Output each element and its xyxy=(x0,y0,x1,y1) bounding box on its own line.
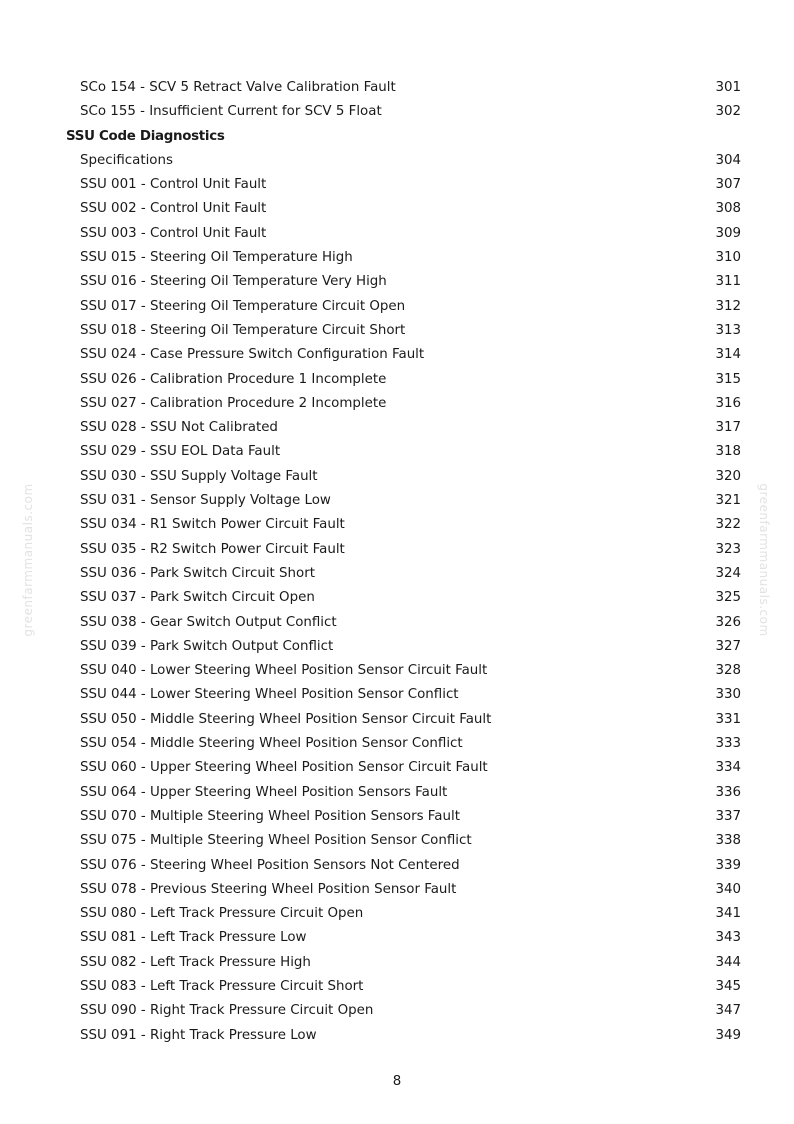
toc-entry-title: SSU 028 - SSU Not Calibrated xyxy=(80,420,278,436)
toc-entry-title: SSU 080 - Left Track Pressure Circuit Open xyxy=(80,906,364,922)
toc-entry-page: 323 xyxy=(715,541,741,557)
toc-entry-title: SSU 082 - Left Track Pressure High xyxy=(80,954,311,970)
toc-entry-page: 309 xyxy=(715,225,741,241)
toc-entry-page: 315 xyxy=(715,371,741,387)
page-number: 8 xyxy=(392,1074,402,1089)
toc-entry[interactable] xyxy=(0,562,794,586)
toc-entry-title: SSU 038 - Gear Switch Output Conflict xyxy=(80,614,337,630)
toc-entry-title: SSU 054 - Middle Steering Wheel Position Sensor Conflict xyxy=(80,736,463,752)
toc-entry-page: 312 xyxy=(715,298,741,314)
toc-entry-title: SSU 078 - Previous Steering Wheel Position Sensor Fault xyxy=(80,881,457,897)
toc-entry[interactable] xyxy=(0,635,794,659)
toc-entry-title: SSU 034 - R1 Switch Power Circuit Fault xyxy=(80,517,345,533)
toc-entry-title: SSU 070 - Multiple Steering Wheel Position Sensors Fault xyxy=(80,808,460,824)
toc-entry-page: 311 xyxy=(715,274,741,290)
toc-entry-page: 349 xyxy=(715,1027,741,1043)
toc-entry[interactable] xyxy=(0,465,794,489)
toc-entry-title: SSU 001 - Control Unit Fault xyxy=(80,177,267,193)
toc-entry-title: SSU 003 - Control Unit Fault xyxy=(80,225,267,241)
toc-entry-page: 338 xyxy=(715,833,741,849)
toc-entry-page: 341 xyxy=(715,906,741,922)
toc-entry-title: SSU 027 - Calibration Procedure 2 Incomplete xyxy=(80,395,387,411)
toc-entry-page: 307 xyxy=(715,177,741,193)
toc-entry-title: SSU 060 - Upper Steering Wheel Position Sensor Circuit Fault xyxy=(80,760,488,776)
table-of-contents xyxy=(0,76,794,1048)
toc-entry[interactable] xyxy=(0,100,794,124)
toc-entry-title: SSU 036 - Park Switch Circuit Short xyxy=(80,565,315,581)
toc-entry-title: SSU 024 - Case Pressure Switch Configuration Fault xyxy=(80,347,425,363)
toc-entry-page: 302 xyxy=(715,104,741,120)
toc-entry[interactable] xyxy=(0,781,794,805)
toc-entry-page: 314 xyxy=(715,347,741,363)
toc-entry-page: 325 xyxy=(715,590,741,606)
toc-entry-title: SSU 081 - Left Track Pressure Low xyxy=(80,930,307,946)
watermark-right: greenfarmmanuals.com xyxy=(757,483,771,637)
toc-entry[interactable] xyxy=(0,805,794,829)
toc-entry-title: SCo 154 - SCV 5 Retract Valve Calibration Fault xyxy=(80,80,396,95)
toc-entry-title: SSU 050 - Middle Steering Wheel Position Sensor Circuit Fault xyxy=(80,711,492,727)
toc-entry-title: SSU 064 - Upper Steering Wheel Position Sensors Fault xyxy=(80,784,448,800)
toc-entry[interactable] xyxy=(0,173,794,197)
watermark-left: greenfarmmanuals.com xyxy=(21,483,35,637)
toc-entry[interactable] xyxy=(0,489,794,513)
toc-entry-title: SSU 031 - Sensor Supply Voltage Low xyxy=(80,493,331,509)
toc-entry[interactable] xyxy=(0,513,794,537)
toc-entry[interactable] xyxy=(0,440,794,464)
toc-entry[interactable] xyxy=(0,659,794,683)
toc-entry[interactable] xyxy=(0,732,794,756)
toc-entry-page: 316 xyxy=(715,395,741,411)
toc-entry-page: 318 xyxy=(715,444,741,460)
toc-entry-page: 317 xyxy=(715,420,741,436)
toc-entry-page: 324 xyxy=(715,565,741,581)
toc-entry[interactable] xyxy=(0,756,794,780)
toc-entry-title: SSU 090 - Right Track Pressure Circuit Open xyxy=(80,1003,374,1019)
toc-entry-page: 326 xyxy=(715,614,741,630)
toc-entry-title: SSU 091 - Right Track Pressure Low xyxy=(80,1027,317,1043)
toc-entry-page: 327 xyxy=(715,638,741,654)
toc-entry-title: SSU 015 - Steering Oil Temperature High xyxy=(80,250,353,266)
toc-entry-page: 304 xyxy=(715,152,741,168)
toc-entry-title: SSU 016 - Steering Oil Temperature Very High xyxy=(80,274,387,290)
toc-entry[interactable] xyxy=(0,708,794,732)
toc-entry-page: 320 xyxy=(715,468,741,484)
toc-entry[interactable] xyxy=(0,149,794,173)
toc-entry[interactable] xyxy=(0,392,794,416)
toc-entry-title: SSU 018 - Steering Oil Temperature Circuit Short xyxy=(80,322,406,338)
toc-entry-title: SSU 044 - Lower Steering Wheel Position Sensor Conflict xyxy=(80,687,459,703)
toc-entry-page: 313 xyxy=(715,322,741,338)
toc-entry-page: 340 xyxy=(715,881,741,897)
toc-entry[interactable] xyxy=(0,586,794,610)
toc-entry[interactable] xyxy=(0,683,794,707)
toc-entry-page: 347 xyxy=(715,1003,741,1019)
toc-entry-title: SSU 040 - Lower Steering Wheel Position Sensor Circuit Fault xyxy=(80,663,488,679)
toc-entry[interactable] xyxy=(0,246,794,270)
toc-entry-page: 336 xyxy=(715,784,741,800)
toc-entry[interactable] xyxy=(0,319,794,343)
toc-entry-page: 339 xyxy=(715,857,741,873)
toc-entry-title: SSU 075 - Multiple Steering Wheel Position Sensor Conflict xyxy=(80,833,472,849)
toc-entry[interactable] xyxy=(0,222,794,246)
toc-entry-page: 334 xyxy=(715,760,741,776)
toc-entry-page: 308 xyxy=(715,201,741,217)
toc-entry-page: 310 xyxy=(715,250,741,266)
toc-entry-page: 345 xyxy=(715,978,741,994)
toc-entry[interactable] xyxy=(0,829,794,853)
toc-entry-title: SSU 002 - Control Unit Fault xyxy=(80,201,267,217)
toc-entry[interactable] xyxy=(0,926,794,950)
toc-entry-page: 328 xyxy=(715,663,741,679)
toc-entry-title: SCo 155 - Insufficient Current for SCV 5 Float xyxy=(80,104,382,120)
toc-entry[interactable] xyxy=(0,999,794,1023)
toc-entry-title: SSU 039 - Park Switch Output Conflict xyxy=(80,638,334,654)
toc-entry-page: 333 xyxy=(715,736,741,752)
toc-entry[interactable] xyxy=(0,270,794,294)
toc-entry-page: 344 xyxy=(715,954,741,970)
toc-entry-title: SSU 076 - Steering Wheel Position Sensors Not Centered xyxy=(80,857,460,873)
toc-entry[interactable] xyxy=(0,951,794,975)
toc-entry-title: Specifications xyxy=(80,152,173,168)
toc-entry-page: 322 xyxy=(715,517,741,533)
toc-entry-title: SSU 030 - SSU Supply Voltage Fault xyxy=(80,468,318,484)
toc-entry-title: SSU 037 - Park Switch Circuit Open xyxy=(80,590,315,606)
toc-entry[interactable] xyxy=(0,902,794,926)
toc-entry[interactable] xyxy=(0,343,794,367)
toc-entry-page: 301 xyxy=(715,80,741,95)
toc-entry[interactable] xyxy=(0,878,794,902)
toc-entry[interactable] xyxy=(0,76,794,100)
toc-entry-page: 337 xyxy=(715,808,741,824)
toc-entry-title: SSU 083 - Left Track Pressure Circuit Short xyxy=(80,978,364,994)
toc-entry-page: 330 xyxy=(715,687,741,703)
toc-entry[interactable] xyxy=(0,975,794,999)
toc-entry[interactable] xyxy=(0,197,794,221)
toc-entry[interactable] xyxy=(0,538,794,562)
toc-entry[interactable] xyxy=(0,1024,794,1048)
toc-entry-page: 321 xyxy=(715,493,741,509)
toc-entry-title: SSU 026 - Calibration Procedure 1 Incomplete xyxy=(80,371,387,387)
toc-entry[interactable] xyxy=(0,416,794,440)
toc-entry-title: SSU 035 - R2 Switch Power Circuit Fault xyxy=(80,541,345,557)
toc-entry[interactable] xyxy=(0,854,794,878)
toc-entry-page: 331 xyxy=(715,711,741,727)
toc-section-heading xyxy=(0,125,794,149)
toc-entry-title: SSU 017 - Steering Oil Temperature Circuit Open xyxy=(80,298,406,314)
toc-entry-title: SSU Code Diagnostics xyxy=(66,128,225,144)
toc-entry[interactable] xyxy=(0,368,794,392)
toc-entry-page: 343 xyxy=(715,930,741,946)
toc-entry[interactable] xyxy=(0,295,794,319)
toc-entry[interactable] xyxy=(0,611,794,635)
toc-entry-title: SSU 029 - SSU EOL Data Fault xyxy=(80,444,281,460)
